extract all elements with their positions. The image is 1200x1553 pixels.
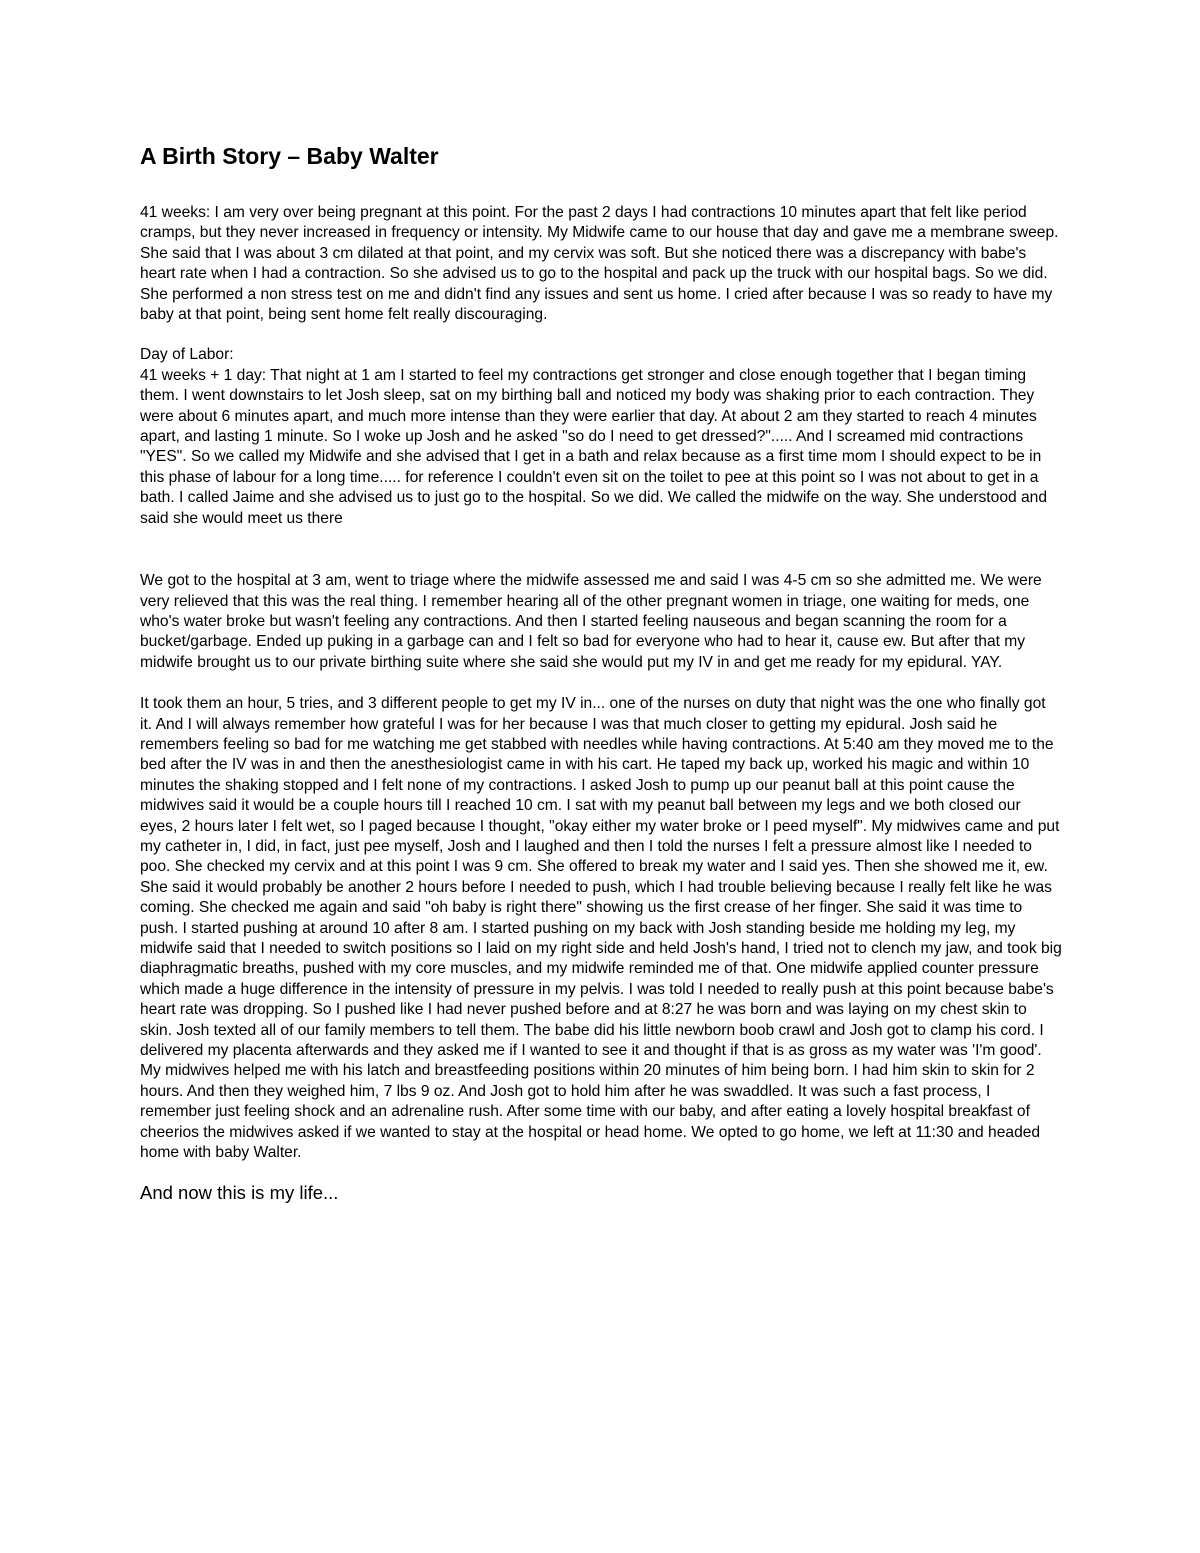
paragraph-day-of-labor: Day of Labor: 41 weeks + 1 day: That night at 1 am I started to feel my contractions get stronger and close enough together that I began timing them. I went downstairs to let Josh sleep, sat on my birthing ball and noticed my body was shaking prior to each contraction. They were about 6 minutes apart, and much more intense than they were earlier that day. At about 2 am they started to reach 4 minutes apart, and lasting 1 minute. So I woke up Josh and he asked "so do I need to get dressed?"..... And I screamed mid contractions "YES". So we called my Midwife and she advised that I get in a bath and relax because as a first time mom I should expect to be in this phase of labour for a long time..... for reference I couldn't even sit on the toilet to pee at this point so I was not about to get in a bath. I called Jaime and she advised us to just go to the hospital. So we did. We called the midwife on the way. She understood and said she would meet us there <box>140 346 1048 527</box>
closing-line: And now this is my life... <box>140 1182 339 1204</box>
paragraph-41-weeks: 41 weeks: I am very over being pregnant at this point. For the past 2 days I had contractions 10 minutes apart that felt like period cramps, but they never increased in frequency or intensity. My Midwife came to our house that day and gave me a membrane sweep. She said that I was about 3 cm dilated at that point, and my cervix was soft. But she noticed there was a discrepancy with babe's heart rate when I had a contraction. So she advised us to go to the hospital and pack up the truck with our hospital bags. So we did. She performed a non stress test on me and didn't find any issues and sent us home. I cried after because I was so ready to have my baby at that point, being sent home felt really discouraging. <box>140 204 1063 324</box>
document-page <box>140 140 1062 1205</box>
paragraph-delivery: It took them an hour, 5 tries, and 3 different people to get my IV in... one of the nurses on duty that night was the one who finally got it. And I will always remember how grateful I was for her because I was that much closer to getting my epidural. Josh said he remembers feeling so bad for me watching me get stabbed with needles while having contractions. At 5:40 am they moved me to the bed after the IV was in and then the anesthesiologist came in with his cart. He taped my back up, worked his magic and within 10 minutes the shaking stopped and I felt none of my contractions. I asked Josh to pump up our peanut ball at this point cause the midwives said it would be a couple hours till I reached 10 cm. I sat with my peanut ball between my legs and we both closed our eyes, 2 hours later I felt wet, so I paged because I thought, "okay either my water broke or I peed myself". My midwives came and put my catheter in, I did, in fact, just pee myself, Josh and I laughed and then I told the nurses I felt a pressure almost like I needed to poo. She checked my cervix and at this point I was 9 cm. She offered to break my water and I said yes. Then she showed me it, ew. She said it would probably be another 2 hours before I needed to push, which I had trouble believing because I really felt like he was coming. She checked me again and said "oh baby is right there" showing us the first crease of her finger. She said it was time to push. I started pushing at around 10 after 8 am. I started pushing on my back with Josh standing beside me holding my leg, my midwife said that I needed to switch positions so I laid on my right side and held Josh's hand, I tried not to clench my jaw, and took big diaphragmatic breaths, pushed with my core muscles, and my midwife reminded me of that. One midwife applied counter pressure which made a huge difference in the intensity of pressure in my pelvis. I was told I needed to really push at this point because babe's heart rate was dropping. So I pushed like I had never pushed before and at 8:27 he was born and was laying on my chest skin to skin. Josh texted all of our family members to tell them. The babe did his little newborn boob crawl and Josh got to clamp his cord. I delivered my placenta afterwards and they asked me if I wanted to see it and thought if that is as gross as my water was 'I'm good'. My midwives helped me with his latch and breastfeeding positions within 20 minutes of him being born. I had him skin to skin for 2 hours. And then they weighed him, 7 lbs 9 oz. And Josh got to hold him after he was swaddled. It was such a fast process, I remember just feeling shock and an adrenaline rush. After some time with our baby, and after eating a lovely hospital breakfast of cheerios the midwives asked if we wanted to stay at the hospital or head home. We opted to go home, we left at 11:30 and headed home with baby Walter. <box>140 695 1062 1162</box>
document-title: A Birth Story – Baby Walter <box>140 143 439 169</box>
paragraph-hospital-arrival: We got to the hospital at 3 am, went to triage where the midwife assessed me and said I was 4-5 cm so she admitted me. We were very relieved that this was the real thing. I remember hearing all of the other pregnant women in triage, one waiting for meds, one who's water broke but wasn't feeling any contractions. And then I started feeling nauseous and began scanning the room for a bucket/garbage. Ended up puking in a garbage can and I felt so bad for everyone who had to hear it, cause ew. But after that my midwife brought us to our private birthing suite where she said she would put my IV in and get me ready for my epidural. YAY. <box>140 572 1047 671</box>
